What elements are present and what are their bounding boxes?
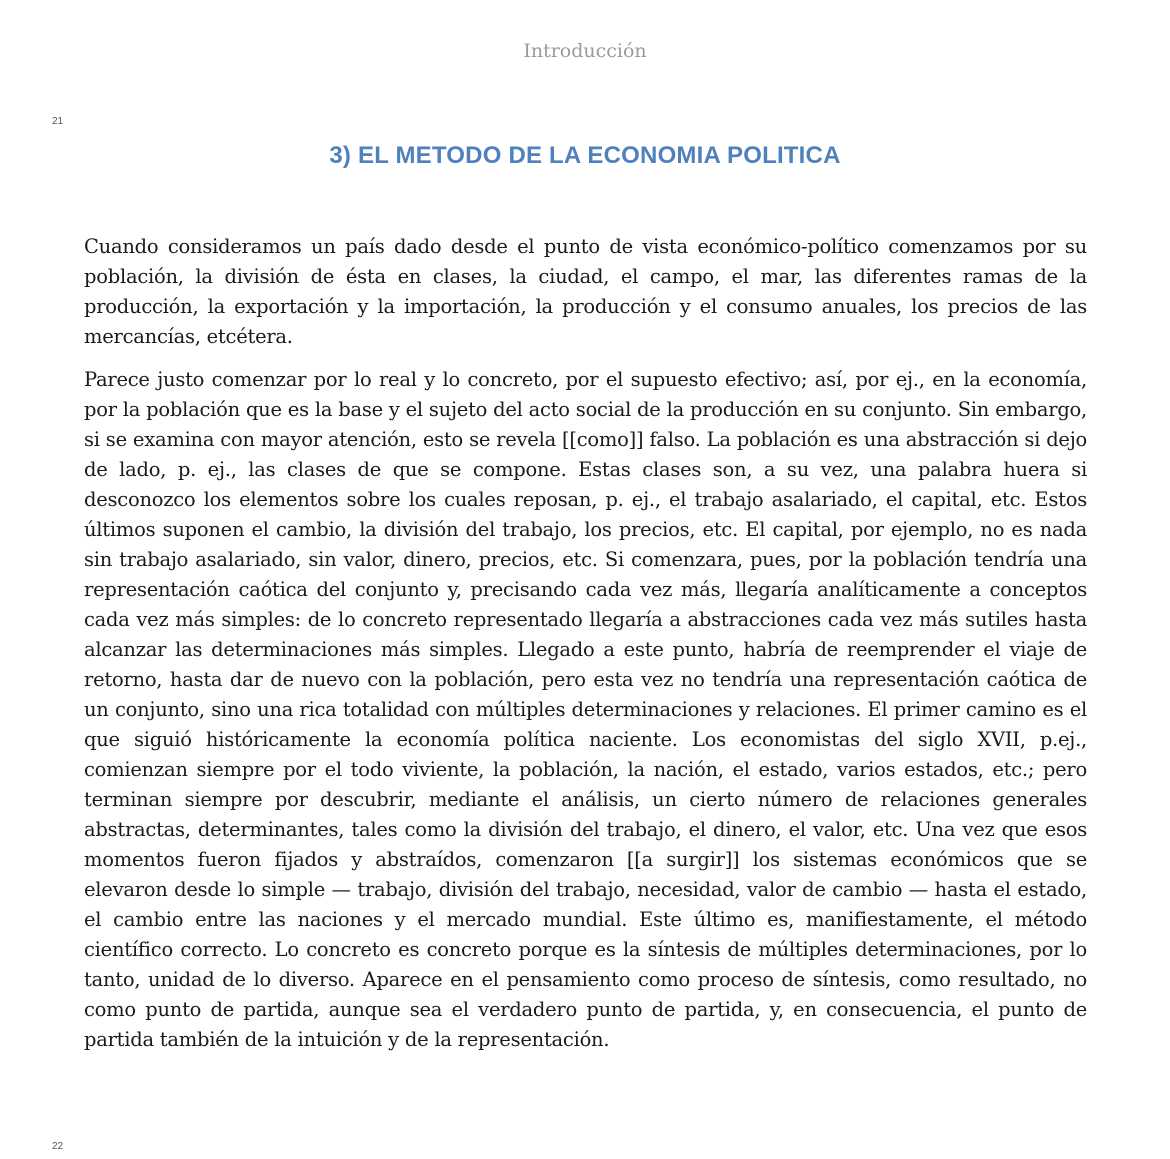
line-number-top: 21	[52, 116, 64, 127]
line-number-bottom: 22	[52, 1141, 64, 1152]
section-title: 3) EL METODO DE LA ECONOMIA POLITICA	[329, 142, 841, 169]
body-text	[84, 232, 1087, 1068]
paragraph-2: Parece justo comenzar por lo real y lo concreto, por el supuesto efectivo; así, por ej., en la economía, por la población que es la base y el sujeto del acto social de la producción en su conjunto. Sin embargo, si se examina con mayor atención, esto se revela [[como]] falso. La población es una abstracción si dejo de lado, p. ej., las clases de que se compone. Estas clases son, a su vez, una palabra huera si desconozco los elementos sobre los cuales reposan, p. ej., el trabajo asalariado, el capital, etc. Estos últimos suponen el cambio, la división del trabajo, los precios, etc. El capital, por ejemplo, no es nada sin trabajo asalariado, sin valor, dinero, precios, etc. Si comenzara, pues, por la población tendría una representación caótica del conjunto y, precisando cada vez más, llegaría analíticamente a conceptos cada vez más simples: de lo concreto representado llegaría a abstracciones cada vez más sutiles hasta alcanzar las determinaciones más simples. Llegado a este punto, habría de reemprender el viaje de retorno, hasta dar de nuevo con la población, pero esta vez no tendría una representación caótica de un conjunto, sino una rica totalidad con múltiples determinaciones y relaciones. El primer camino es el que siguió históricamente la economía política naciente. Los economistas del siglo XVII, p.ej., comienzan siempre por el todo viviente, la población, la nación, el estado, varios estados, etc.; pero terminan siempre por descubrir, mediante el análisis, un cierto número de relaciones generales abstractas, determinantes, tales como la división del trabajo, el dinero, el valor, etc. Una vez que esos momentos fueron fijados y abstraídos, comenzaron [[a surgir]] los sistemas económicos que se elevaron desde lo simple — trabajo, división del trabajo, necesidad, valor de cambio — hasta el estado, el cambio entre las naciones y el mercado mundial. Este último es, manifiestamente, el método científico correcto. Lo concreto es concreto porque es la síntesis de múltiples determinaciones, por lo tanto, unidad de lo diverso. Aparece en el pensamiento como proceso de síntesis, como resultado, no como punto de partida, aunque sea el verdadero punto de partida, y, en consecuencia, el punto de partida también de la intuición y de la representación.	[84, 368, 1087, 1051]
paragraph-1: Cuando consideramos un país dado desde el punto de vista económico-político comenzamos por su población, la división de ésta en clases, la ciudad, el campo, el mar, las diferentes ramas de la producción, la exportación y la importación, la producción y el consumo anuales, los precios de las mercancías, etcétera.	[84, 235, 1087, 348]
running-header: Introducción	[523, 40, 647, 62]
